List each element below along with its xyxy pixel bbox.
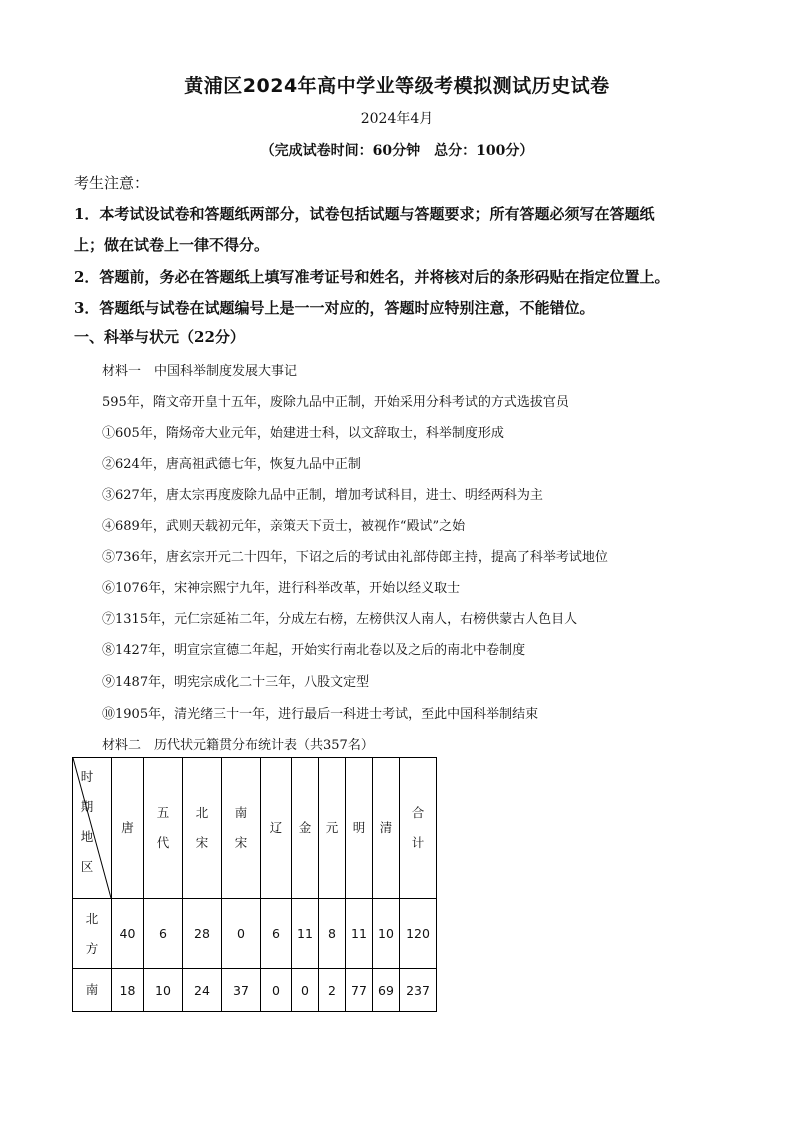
- exam-time-score: （完成试卷时间：60分钟 总分：100分）: [260, 143, 534, 159]
- table-cell: 6: [144, 899, 183, 969]
- table-cell: 11: [292, 899, 319, 969]
- table-header-row: [73, 758, 437, 899]
- event-item: ⑧1427年，明宣宗宣德二年起，开始实行南北卷以及之后的南北中卷制度: [102, 643, 526, 658]
- corner-top-label: 时期: [80, 769, 94, 814]
- table-cell: 0: [222, 899, 261, 969]
- table-cell: 0: [261, 969, 292, 1012]
- table-cell: 237: [400, 969, 437, 1012]
- table-cell: 10: [373, 899, 400, 969]
- event-item: ①605年，隋炀帝大业元年，始建进士科，以文辞取士，科举制度形成: [102, 426, 504, 441]
- table-header-cell: 合计: [400, 758, 437, 899]
- notice-item: 2．答题前，务必在答题纸上填写准考证号和姓名，并将核对后的条形码贴在指定位置上。: [74, 268, 670, 286]
- notice-item: 上；做在试卷上一律不得分。: [74, 236, 270, 254]
- table-cell: 0: [292, 969, 319, 1012]
- corner-labels: [79, 762, 95, 882]
- table-cell: 8: [319, 899, 346, 969]
- corner-bottom-label: 地区: [80, 829, 94, 874]
- table-cell: 37: [222, 969, 261, 1012]
- region-cell: 南: [73, 969, 112, 1012]
- exam-date: 2024年4月: [360, 111, 434, 127]
- event-item: ⑩1905年，清光绪三十一年，进行最后一科进士考试，至此中国科举制结束: [102, 707, 539, 722]
- event-item: 595年，隋文帝开皇十五年，废除九品中正制，开始采用分科考试的方式选拔官员: [102, 395, 569, 410]
- event-item: ⑥1076年，宋神宗熙宁九年，进行科举改革，开始以经义取士: [102, 581, 461, 596]
- champion-distribution-table: [72, 757, 437, 1012]
- table-cell: 10: [144, 969, 183, 1012]
- page-title: 黄浦区2024年高中学业等级考模拟测试历史试卷: [184, 75, 610, 97]
- table-cell: 11: [346, 899, 373, 969]
- table-cell: 6: [261, 899, 292, 969]
- event-item: ②624年，唐高祖武德七年，恢复九品中正制: [102, 457, 361, 472]
- table-cell: 2: [319, 969, 346, 1012]
- table-header-cell: 北宋: [183, 758, 222, 899]
- event-item: ④689年，武则天载初元年，亲策天下贡士，被视作“殿试”之始: [102, 519, 466, 534]
- notice-item: 1．本考试设试卷和答题纸两部分，试卷包括试题与答题要求；所有答题必须写在答题纸: [74, 205, 655, 223]
- material1-title: 材料一 中国科举制度发展大事记: [102, 364, 298, 379]
- event-item: ③627年，唐太宗再度废除九品中正制，增加考试科目，进士、明经两科为主: [102, 488, 543, 503]
- table-cell: 28: [183, 899, 222, 969]
- section-heading: 一、科举与状元（22分）: [74, 328, 245, 346]
- table-header-cell: 五代: [144, 758, 183, 899]
- table-cell: 18: [112, 969, 144, 1012]
- table-cell: 77: [346, 969, 373, 1012]
- table-header-cell: 辽: [261, 758, 292, 899]
- region-cell: 北方: [73, 899, 112, 969]
- table-cell: 69: [373, 969, 400, 1012]
- table-header-cell: 元: [319, 758, 346, 899]
- table-cell: 120: [400, 899, 437, 969]
- material2-title: 材料二 历代状元籍贯分布统计表（共357名）: [102, 738, 374, 753]
- event-item: ⑦1315年，元仁宗延祐二年，分成左右榜，左榜供汉人南人，右榜供蒙古人色目人: [102, 612, 578, 627]
- table-cell: 24: [183, 969, 222, 1012]
- table-corner-cell: [73, 758, 112, 899]
- table-header-cell: 金: [292, 758, 319, 899]
- event-item: ⑨1487年，明宪宗成化二十三年，八股文定型: [102, 675, 370, 690]
- table-row: [73, 899, 437, 969]
- notice-item: 3．答题纸与试卷在试题编号上是一一对应的，答题时应特别注意，不能错位。: [74, 299, 595, 317]
- table-header-cell: 南宋: [222, 758, 261, 899]
- notice-heading: 考生注意：: [74, 174, 150, 192]
- table-header-cell: 明: [346, 758, 373, 899]
- table-row: [73, 969, 437, 1012]
- table-cell: 40: [112, 899, 144, 969]
- event-item: ⑤736年，唐玄宗开元二十四年，下诏之后的考试由礼部侍郎主持，提高了科举考试地位: [102, 550, 608, 565]
- table-header-cell: 清: [373, 758, 400, 899]
- table-header-cell: 唐: [112, 758, 144, 899]
